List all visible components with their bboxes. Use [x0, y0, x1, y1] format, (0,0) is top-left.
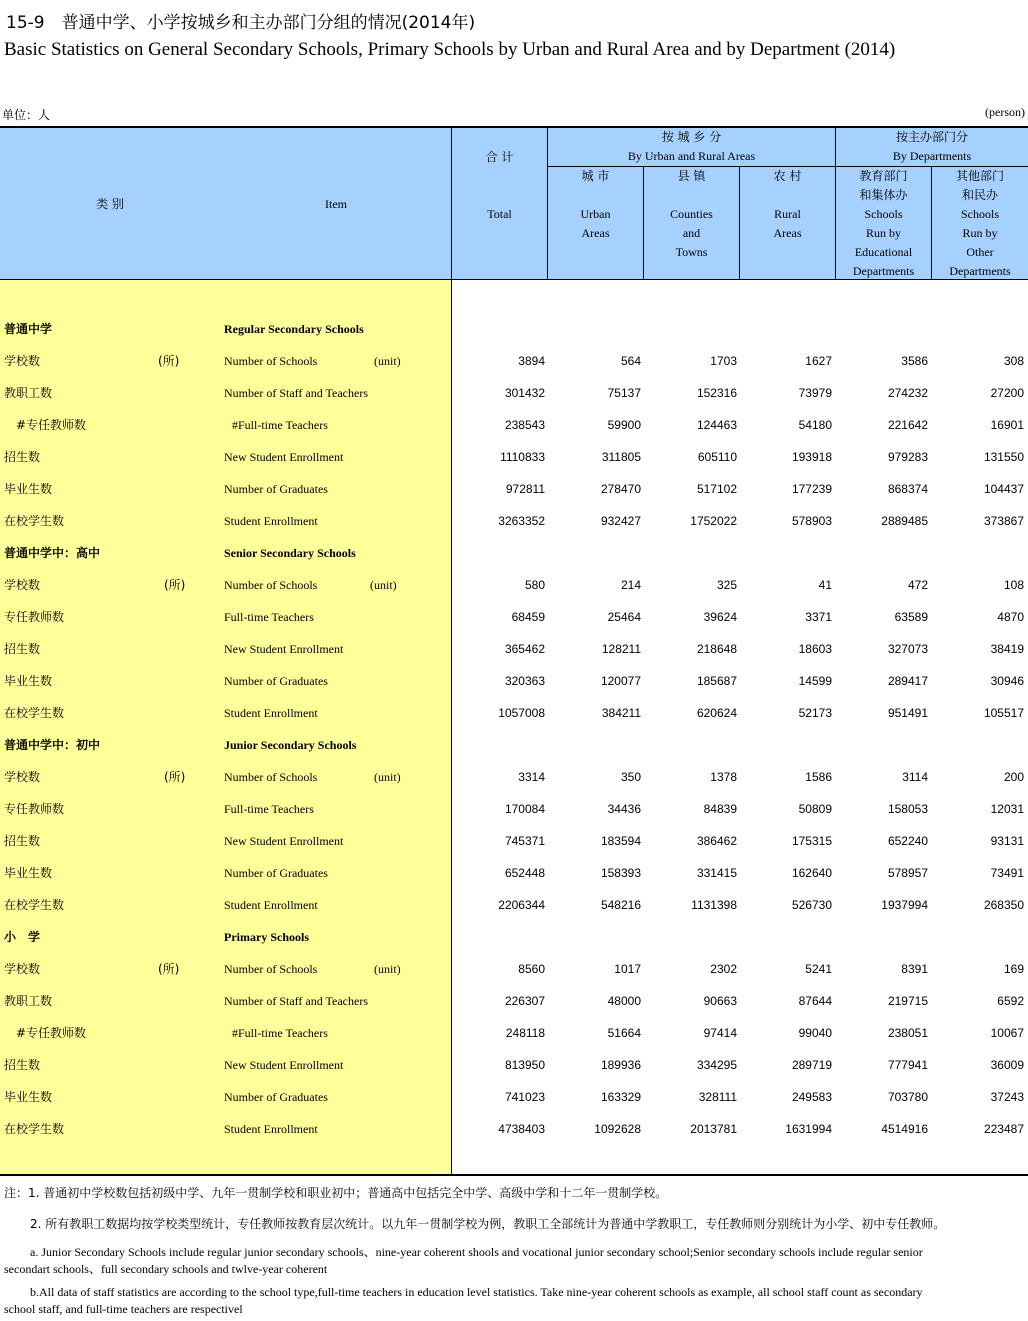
row-label-en: Full-time Teachers [224, 610, 314, 624]
cell-value: 185687 [696, 674, 737, 688]
cell-value: 177239 [791, 482, 832, 496]
cell-value: 8391 [901, 962, 928, 976]
cell-value: 248118 [505, 1026, 545, 1040]
row-label-cn: 毕业生数 [4, 482, 53, 496]
row-label-cn: 毕业生数 [4, 1090, 53, 1104]
cell-value: 36009 [990, 1058, 1024, 1072]
row-label-en: Number of Graduates [224, 1090, 328, 1104]
cell-value: 278470 [600, 482, 641, 496]
row-label-cn: 教职工数 [4, 386, 53, 400]
cell-value: 526730 [791, 898, 832, 912]
cell-value: 331415 [696, 866, 737, 880]
cell-value: 2206344 [498, 898, 545, 912]
cell-value: 3314 [518, 770, 545, 784]
table-row [0, 761, 1028, 793]
row-label-en: Student Enrollment [224, 898, 318, 912]
header-total-en: Total [487, 207, 512, 221]
cell-value: 68459 [511, 610, 545, 624]
row-label-cn: 招生数 [4, 642, 41, 656]
cell-value: 813950 [504, 1058, 545, 1072]
cell-value: 73491 [990, 866, 1024, 880]
header-other-en3: Other [966, 245, 994, 259]
cell-value: 238051 [887, 1026, 928, 1040]
row-label-cn: 普通中学中：高中 [4, 546, 101, 560]
row-label-cn: 学校数 [4, 770, 41, 784]
cell-value: 41 [818, 578, 832, 592]
cell-value: 328111 [698, 1090, 737, 1104]
row-label-en: Student Enrollment [224, 1122, 318, 1136]
section-row [0, 313, 1028, 345]
cell-value: 183594 [600, 834, 641, 848]
header-other-cn1: 其他部门 [955, 169, 1004, 183]
row-label-cn: 在校学生数 [4, 1122, 65, 1136]
cell-value: 268350 [983, 898, 1024, 912]
cell-value: 1057008 [498, 706, 545, 720]
row-label-en: #Full-time Teachers [232, 1026, 328, 1040]
cell-value: 105517 [983, 706, 1024, 720]
table-row [0, 793, 1028, 825]
cell-value: 325 [716, 578, 737, 592]
table-row [0, 1049, 1028, 1081]
cell-value: 384211 [601, 706, 641, 720]
note-b-line1: b.All data of staff statistics are according to the school type,full-time teachers in education level statistics. Take nine-year coherent schools as example, all school staff count as secondary [30, 1285, 923, 1299]
table-row [0, 633, 1028, 665]
note-b-line2: school staff, and full-time teachers are respectivel [4, 1302, 243, 1316]
cell-value: 652240 [887, 834, 928, 848]
header-urban-cn: 城 市 [581, 169, 610, 183]
cell-value: 327073 [887, 642, 928, 656]
table-row [0, 985, 1028, 1017]
cell-value: 249583 [791, 1090, 832, 1104]
table-row [0, 825, 1028, 857]
table-row [0, 697, 1028, 729]
cell-value: 158393 [600, 866, 641, 880]
row-label-cn: 招生数 [4, 450, 41, 464]
table-row [0, 953, 1028, 985]
cell-value: 175315 [791, 834, 832, 848]
table-row [0, 569, 1028, 601]
table-header [0, 126, 1028, 280]
cell-value: 37243 [990, 1090, 1024, 1104]
cell-value: 219715 [887, 994, 928, 1008]
row-label-en: Regular Secondary Schools [224, 322, 364, 336]
cell-value: 548216 [600, 898, 641, 912]
header-other-en4: Departments [949, 264, 1011, 278]
header-urban-rural-en: By Urban and Rural Areas [627, 149, 756, 163]
cell-value: 51664 [607, 1026, 641, 1040]
row-label-cn: 专任教师数 [4, 610, 65, 624]
cell-value: 972811 [505, 482, 545, 496]
row-label-en: Number of Schools [224, 354, 318, 368]
header-towns-en2: and [682, 226, 701, 240]
cell-value: 218648 [696, 642, 737, 656]
cell-value: 214 [620, 578, 641, 592]
cell-value: 27200 [990, 386, 1024, 400]
cell-value: 4870 [997, 610, 1024, 624]
cell-value: 73979 [798, 386, 832, 400]
cell-value: 578957 [887, 866, 928, 880]
row-unit-cn: (所) [158, 354, 180, 368]
cell-value: 1017 [614, 962, 641, 976]
cell-value: 311805 [601, 450, 641, 464]
header-urban-en2: Areas [581, 226, 610, 240]
header-towns-en1: Counties [670, 207, 713, 221]
cell-value: 2302 [710, 962, 737, 976]
cell-value: 4514916 [881, 1122, 928, 1136]
cell-value: 193918 [791, 450, 832, 464]
row-label-en: Number of Schools [224, 578, 318, 592]
cell-value: 1378 [710, 770, 737, 784]
cell-value: 703780 [887, 1090, 928, 1104]
row-unit-en: (unit) [374, 354, 401, 368]
cell-value: 170084 [504, 802, 545, 816]
cell-value: 1703 [710, 354, 737, 368]
cell-value: 1586 [805, 770, 832, 784]
row-label-en: New Student Enrollment [224, 450, 344, 464]
cell-value: 334295 [696, 1058, 737, 1072]
cell-value: 472 [907, 578, 928, 592]
row-label-cn: 学校数 [4, 578, 41, 592]
cell-value: 4738403 [498, 1122, 545, 1136]
cell-value: 38419 [990, 642, 1024, 656]
row-label-cn: 招生数 [4, 834, 41, 848]
cell-value: 226307 [504, 994, 545, 1008]
row-label-en: Primary Schools [224, 930, 309, 944]
cell-value: 6592 [997, 994, 1024, 1008]
row-label-cn: 普通中学 [4, 322, 53, 336]
cell-value: 50809 [798, 802, 832, 816]
cell-value: 517102 [696, 482, 737, 496]
row-label-cn: 毕业生数 [4, 674, 53, 688]
cell-value: 90663 [703, 994, 737, 1008]
header-other-cn2: 和民办 [961, 188, 998, 202]
header-edu-cn1: 教育部门 [859, 169, 908, 183]
row-label-cn: #专任教师数 [16, 1026, 87, 1040]
cell-value: 2013781 [690, 1122, 737, 1136]
cell-value: 3263352 [498, 514, 545, 528]
row-label-cn: 毕业生数 [4, 866, 53, 880]
row-unit-cn: (所) [164, 578, 186, 592]
row-unit-en: (unit) [374, 770, 401, 784]
cell-value: 951491 [887, 706, 928, 720]
row-unit-cn: (所) [158, 962, 180, 976]
table-row [0, 601, 1028, 633]
unit-label-chinese: 单位：人 [2, 108, 51, 122]
cell-value: 99040 [798, 1026, 832, 1040]
table-row [0, 1017, 1028, 1049]
cell-value: 54180 [798, 418, 832, 432]
cell-value: 39624 [703, 610, 737, 624]
row-label-en: Student Enrollment [224, 706, 318, 720]
cell-value: 1631994 [785, 1122, 832, 1136]
page-title-english: Basic Statistics on General Secondary Schools, Primary Schools by Urban and Rural Area and by Department (2014) [4, 39, 896, 60]
row-label-en: New Student Enrollment [224, 642, 344, 656]
table-row [0, 1113, 1028, 1145]
cell-value: 3114 [902, 770, 928, 784]
row-label-cn: 在校学生数 [4, 898, 65, 912]
cell-value: 87644 [798, 994, 832, 1008]
row-label-en: Student Enrollment [224, 514, 318, 528]
row-label-en: Number of Graduates [224, 674, 328, 688]
cell-value: 18603 [798, 642, 832, 656]
table-row [0, 665, 1028, 697]
cell-value: 14599 [798, 674, 832, 688]
cell-value: 200 [1003, 770, 1024, 784]
table-row [0, 889, 1028, 921]
cell-value: 97414 [703, 1026, 737, 1040]
row-label-cn: 学校数 [4, 962, 41, 976]
row-label-cn: 教职工数 [4, 994, 53, 1008]
cell-value: 1627 [805, 354, 832, 368]
cell-value: 1752022 [690, 514, 737, 528]
table-row [0, 377, 1028, 409]
cell-value: 1092628 [594, 1122, 641, 1136]
row-label-en: Number of Schools [224, 962, 318, 976]
cell-value: 1110833 [500, 450, 545, 464]
cell-value: 2889485 [881, 514, 928, 528]
row-label-en: New Student Enrollment [224, 1058, 344, 1072]
cell-value: 274232 [887, 386, 928, 400]
cell-value: 120077 [600, 674, 641, 688]
unit-label-english: (person) [985, 105, 1025, 119]
note-1: 注：1. 普通初中学校数包括初级中学、九年一贯制学校和职业初中；普通高中包括完全中学、高级中学和十二年一贯制学校。 [4, 1186, 668, 1200]
cell-value: 48000 [607, 994, 641, 1008]
cell-value: 652448 [504, 866, 545, 880]
header-rural-cn: 农 村 [773, 169, 802, 183]
cell-value: 5241 [805, 962, 832, 976]
row-label-cn: #专任教师数 [16, 418, 87, 432]
cell-value: 158053 [887, 802, 928, 816]
row-label-cn: 普通中学中：初中 [4, 738, 101, 752]
header-other-en1: Schools [960, 207, 999, 221]
table-row [0, 505, 1028, 537]
row-label-cn: 在校学生数 [4, 514, 65, 528]
cell-value: 3586 [901, 354, 928, 368]
row-label-en: Number of Schools [224, 770, 318, 784]
header-total-cn: 合 计 [485, 150, 514, 164]
row-label-cn: 专任教师数 [4, 802, 65, 816]
header-edu-en3: Educational [854, 245, 913, 259]
table-row [0, 857, 1028, 889]
header-towns-cn: 县 镇 [677, 169, 706, 183]
header-urban-en1: Urban [580, 207, 611, 221]
cell-value: 93131 [990, 834, 1024, 848]
cell-value: 75137 [607, 386, 641, 400]
header-category-cn: 类 别 [96, 197, 124, 211]
section-row [0, 537, 1028, 569]
cell-value: 12031 [990, 802, 1024, 816]
note-a-line2: secondart schools、full secondary schools and twlve-year coherent [4, 1262, 328, 1276]
header-edu-en2: Run by [865, 226, 901, 240]
row-label-en: Number of Graduates [224, 482, 328, 496]
page-title-chinese: 15-9 普通中学、小学按城乡和主办部门分组的情况(2014年) [6, 13, 476, 33]
header-dept-cn: 按主办部门分 [895, 130, 968, 144]
cell-value: 84839 [703, 802, 737, 816]
cell-value: 169 [1003, 962, 1024, 976]
cell-value: 289417 [887, 674, 928, 688]
row-label-en: #Full-time Teachers [232, 418, 328, 432]
cell-value: 162640 [791, 866, 832, 880]
cell-value: 128211 [601, 642, 641, 656]
cell-value: 564 [620, 354, 641, 368]
cell-value: 34436 [607, 802, 641, 816]
section-row [0, 729, 1028, 761]
section-row [0, 921, 1028, 953]
cell-value: 3371 [805, 610, 832, 624]
row-label-en: Full-time Teachers [224, 802, 314, 816]
row-label-cn: 学校数 [4, 354, 41, 368]
cell-value: 979283 [887, 450, 928, 464]
header-rural-en1: Rural [774, 207, 801, 221]
cell-value: 16901 [990, 418, 1024, 432]
cell-value: 59900 [607, 418, 641, 432]
header-item-en: Item [325, 197, 347, 211]
note-a-line1: a. Junior Secondary Schools include regular junior secondary schools、nine-year coherent shools and vocational junior secondary school;Senior secondary schools include regular senior [30, 1245, 923, 1259]
table-row [0, 441, 1028, 473]
cell-value: 131550 [983, 450, 1024, 464]
cell-value: 350 [620, 770, 641, 784]
cell-value: 3894 [518, 354, 545, 368]
cell-value: 777941 [887, 1058, 928, 1072]
cell-value: 386462 [696, 834, 737, 848]
row-unit-en: (unit) [370, 578, 397, 592]
cell-value: 1937994 [881, 898, 928, 912]
row-label-en: Number of Graduates [224, 866, 328, 880]
header-rural-en2: Areas [773, 226, 802, 240]
row-label-en: Senior Secondary Schools [224, 546, 356, 560]
row-label-en: Number of Staff and Teachers [224, 994, 368, 1008]
cell-value: 8560 [518, 962, 545, 976]
cell-value: 365462 [504, 642, 545, 656]
header-edu-en4: Departments [852, 264, 915, 278]
cell-value: 52173 [798, 706, 832, 720]
cell-value: 578903 [791, 514, 832, 528]
row-label-en: New Student Enrollment [224, 834, 344, 848]
cell-value: 221642 [887, 418, 928, 432]
cell-value: 25464 [607, 610, 641, 624]
header-edu-cn2: 和集体办 [859, 188, 908, 202]
cell-value: 320363 [504, 674, 545, 688]
cell-value: 152316 [696, 386, 737, 400]
cell-value: 745371 [504, 834, 545, 848]
cell-value: 10067 [990, 1026, 1024, 1040]
table-row [0, 1081, 1028, 1113]
cell-value: 124463 [696, 418, 737, 432]
row-label-cn: 招生数 [4, 1058, 41, 1072]
cell-value: 289719 [791, 1058, 832, 1072]
cell-value: 301432 [504, 386, 545, 400]
row-label-en: Number of Staff and Teachers [224, 386, 368, 400]
cell-value: 580 [524, 578, 545, 592]
cell-value: 868374 [887, 482, 928, 496]
row-unit-cn: (所) [164, 770, 186, 784]
table-row [0, 473, 1028, 505]
cell-value: 373867 [983, 514, 1024, 528]
cell-value: 932427 [600, 514, 641, 528]
table-row [0, 345, 1028, 377]
cell-value: 104437 [983, 482, 1024, 496]
row-unit-en: (unit) [374, 962, 401, 976]
cell-value: 223487 [983, 1122, 1024, 1136]
note-2: 2. 所有教职工数据均按学校类型统计，专任教师按教育层次统计。以九年一贯制学校为例，教职工全部统计为普通中学教职工，专任教师则分别统计为小学、初中专任教师。 [30, 1217, 946, 1231]
cell-value: 308 [1003, 354, 1024, 368]
cell-value: 163329 [600, 1090, 641, 1104]
header-towns-en3: Towns [675, 245, 708, 259]
cell-value: 741023 [504, 1090, 545, 1104]
cell-value: 620624 [696, 706, 737, 720]
row-label-cn: 小 学 [4, 930, 41, 944]
cell-value: 108 [1003, 578, 1024, 592]
header-edu-en1: Schools [864, 207, 903, 221]
header-other-en2: Run by [962, 226, 998, 240]
cell-value: 30946 [990, 674, 1024, 688]
cell-value: 189936 [600, 1058, 641, 1072]
cell-value: 238543 [504, 418, 545, 432]
cell-value: 63589 [894, 610, 928, 624]
row-label-cn: 在校学生数 [4, 706, 65, 720]
header-dept-en: By Departments [892, 149, 972, 163]
row-label-en: Junior Secondary Schools [224, 738, 357, 752]
cell-value: 605110 [697, 450, 737, 464]
table-row [0, 409, 1028, 441]
table-bottom-rule [0, 1174, 1028, 1176]
cell-value: 1131398 [691, 898, 737, 912]
header-urban-rural-cn: 按 城 乡 分 [661, 130, 722, 144]
